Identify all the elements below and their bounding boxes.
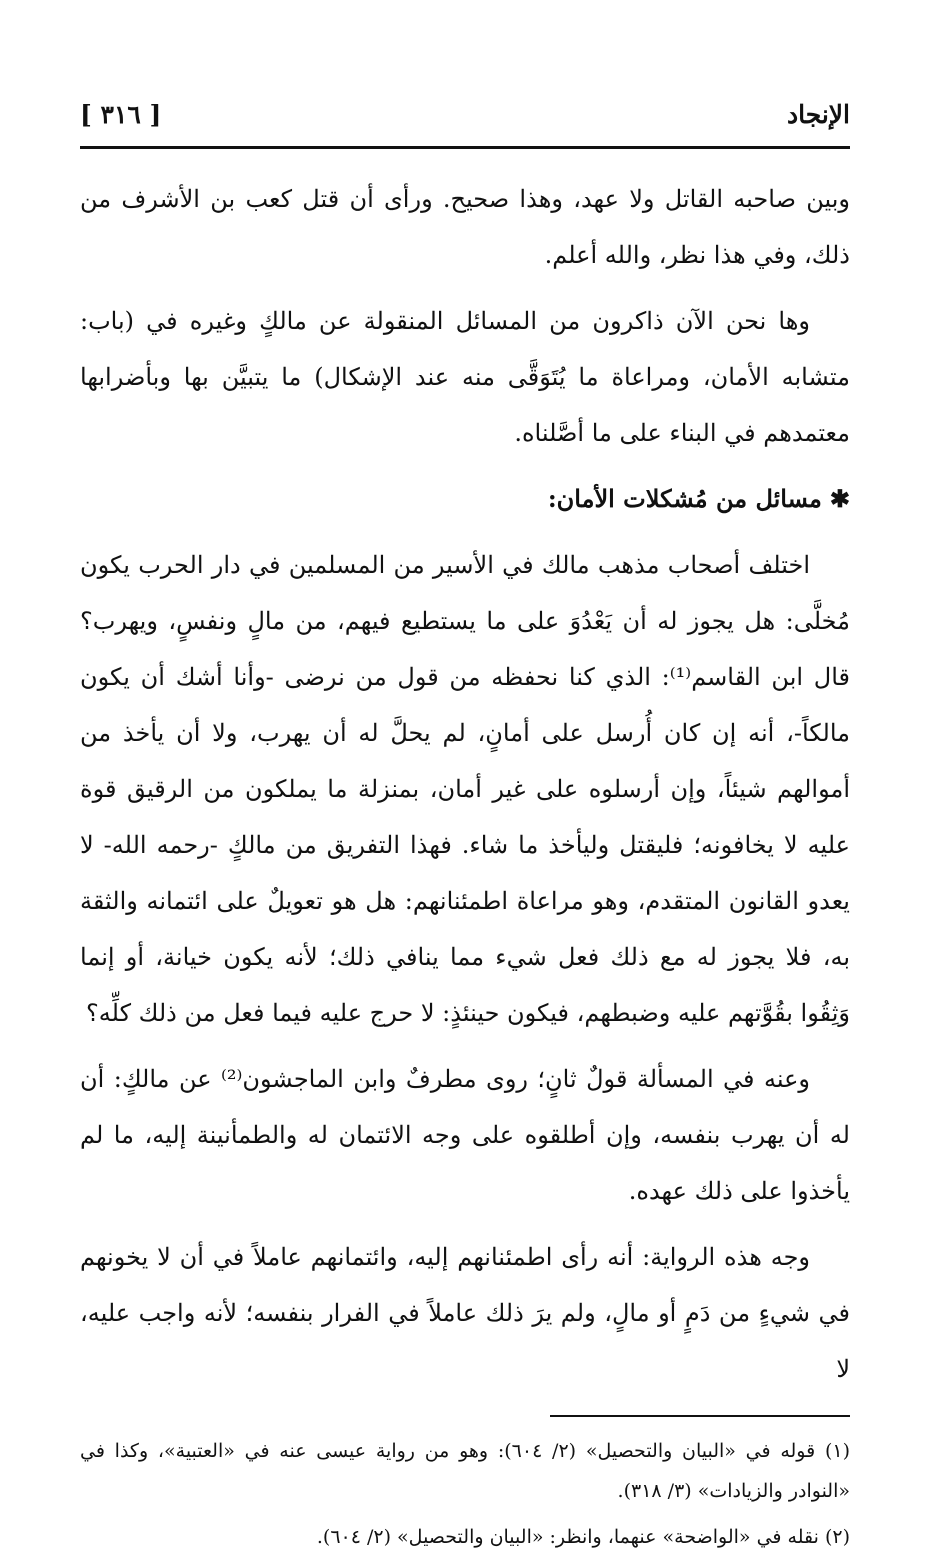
book-page bbox=[80, 96, 850, 1563]
page-header bbox=[80, 96, 850, 140]
star-icon: ✱ bbox=[829, 484, 850, 513]
paragraph: وها نحن الآن ذاكرون من المسائل المنقولة عن مالكٍ وغيره في (باب: متشابه الأمان، ومراعاة ما يُتَوَقَّى منه عند الإشكال) ما يتبيَّن بها وبأضرابها معتمدهم في البناء على ما أصَّلناه. bbox=[80, 307, 850, 447]
footnote-rule bbox=[550, 1415, 850, 1417]
paragraph: اختلف أصحاب مذهب مالك في الأسير من المسلمين في دار الحرب يكون مُخلَّى: هل يجوز له أن يَعْدُوَ على ما يستطيع فيهم، من مالٍ ونفسٍ، ويهرب؟ قال ابن القاسم⁽¹⁾: الذي كنا نحفظه من قول من نرضى -وأنا أشك أن يكون مالكاً-، أنه إن كان أُرسل على أمانٍ، لم يحلَّ له أن يهرب، ولا أن يأخذ من أموالهم شيئاً، وإن أرسلوه على غير أمان، بمنزلة ما يملكون من الرقيق قوة عليه لا يخافونه؛ فليقتل وليأخذ ما شاء. فهذا التفريق من مالكٍ -رحمه الله- لا يعدو القانون المتقدم، وهو مراعاة اطمئنانهم: هل هو تعويلٌ على ائتمانه والثقة به، فلا يجوز له مع ذلك فعل شيء مما ينافي ذلك؛ لأنه يكون خيانة، أو إنما وَثِقُوا بقُوَّتهم عليه وضبطهم، فيكون حينئذٍ: لا حرج عليه فيما فعل من ذلك كلِّه؟ bbox=[80, 551, 851, 1027]
section-heading bbox=[80, 471, 850, 527]
footnote: (٢) نقله في «الواضحة» عنهما، وانظر: «البيان والتحصيل» (٢/ ٦٠٤). bbox=[316, 1526, 850, 1548]
header-rule bbox=[80, 146, 850, 149]
paragraph: وجه هذه الرواية: أنه رأى اطمئنانهم إليه، وائتمانهم عاملاً في أن لا يخونهم في شيءٍ من دَمٍ أو مالٍ، ولم يرَ ذلك عاملاً في الفرار بنفسه؛ لأنه واجب عليه، لا bbox=[80, 1243, 850, 1383]
section-heading-text: مسائل من مُشكلات الأمان: bbox=[547, 484, 822, 513]
paragraph: وعنه في المسألة قولٌ ثانٍ؛ روى مطرفٌ وابن الماجشون⁽²⁾ عن مالكٍ: أن له أن يهرب بنفسه، وإن أطلقوه على وجه الائتمان له والطمأنينة إليه، ما لم يأخذوا على ذلك عهده. bbox=[80, 1065, 850, 1205]
running-title: الإنجاد bbox=[786, 100, 850, 129]
footnote: (١) قوله في «البيان والتحصيل» (٢/ ٦٠٤): وهو من رواية عيسى عنه في «العتبية»، وكذا في «النوادر والزيادات» (٣/ ٣١٨). bbox=[80, 1440, 850, 1502]
footnotes bbox=[80, 1431, 850, 1557]
main-text bbox=[80, 171, 850, 1397]
page-number: [ ٣١٦ ] bbox=[80, 100, 162, 129]
paragraph: وبين صاحبه القاتل ولا عهد، وهذا صحيح. ورأى أن قتل كعب بن الأشرف من ذلك، وفي هذا نظر، والله أعلم. bbox=[80, 185, 850, 269]
